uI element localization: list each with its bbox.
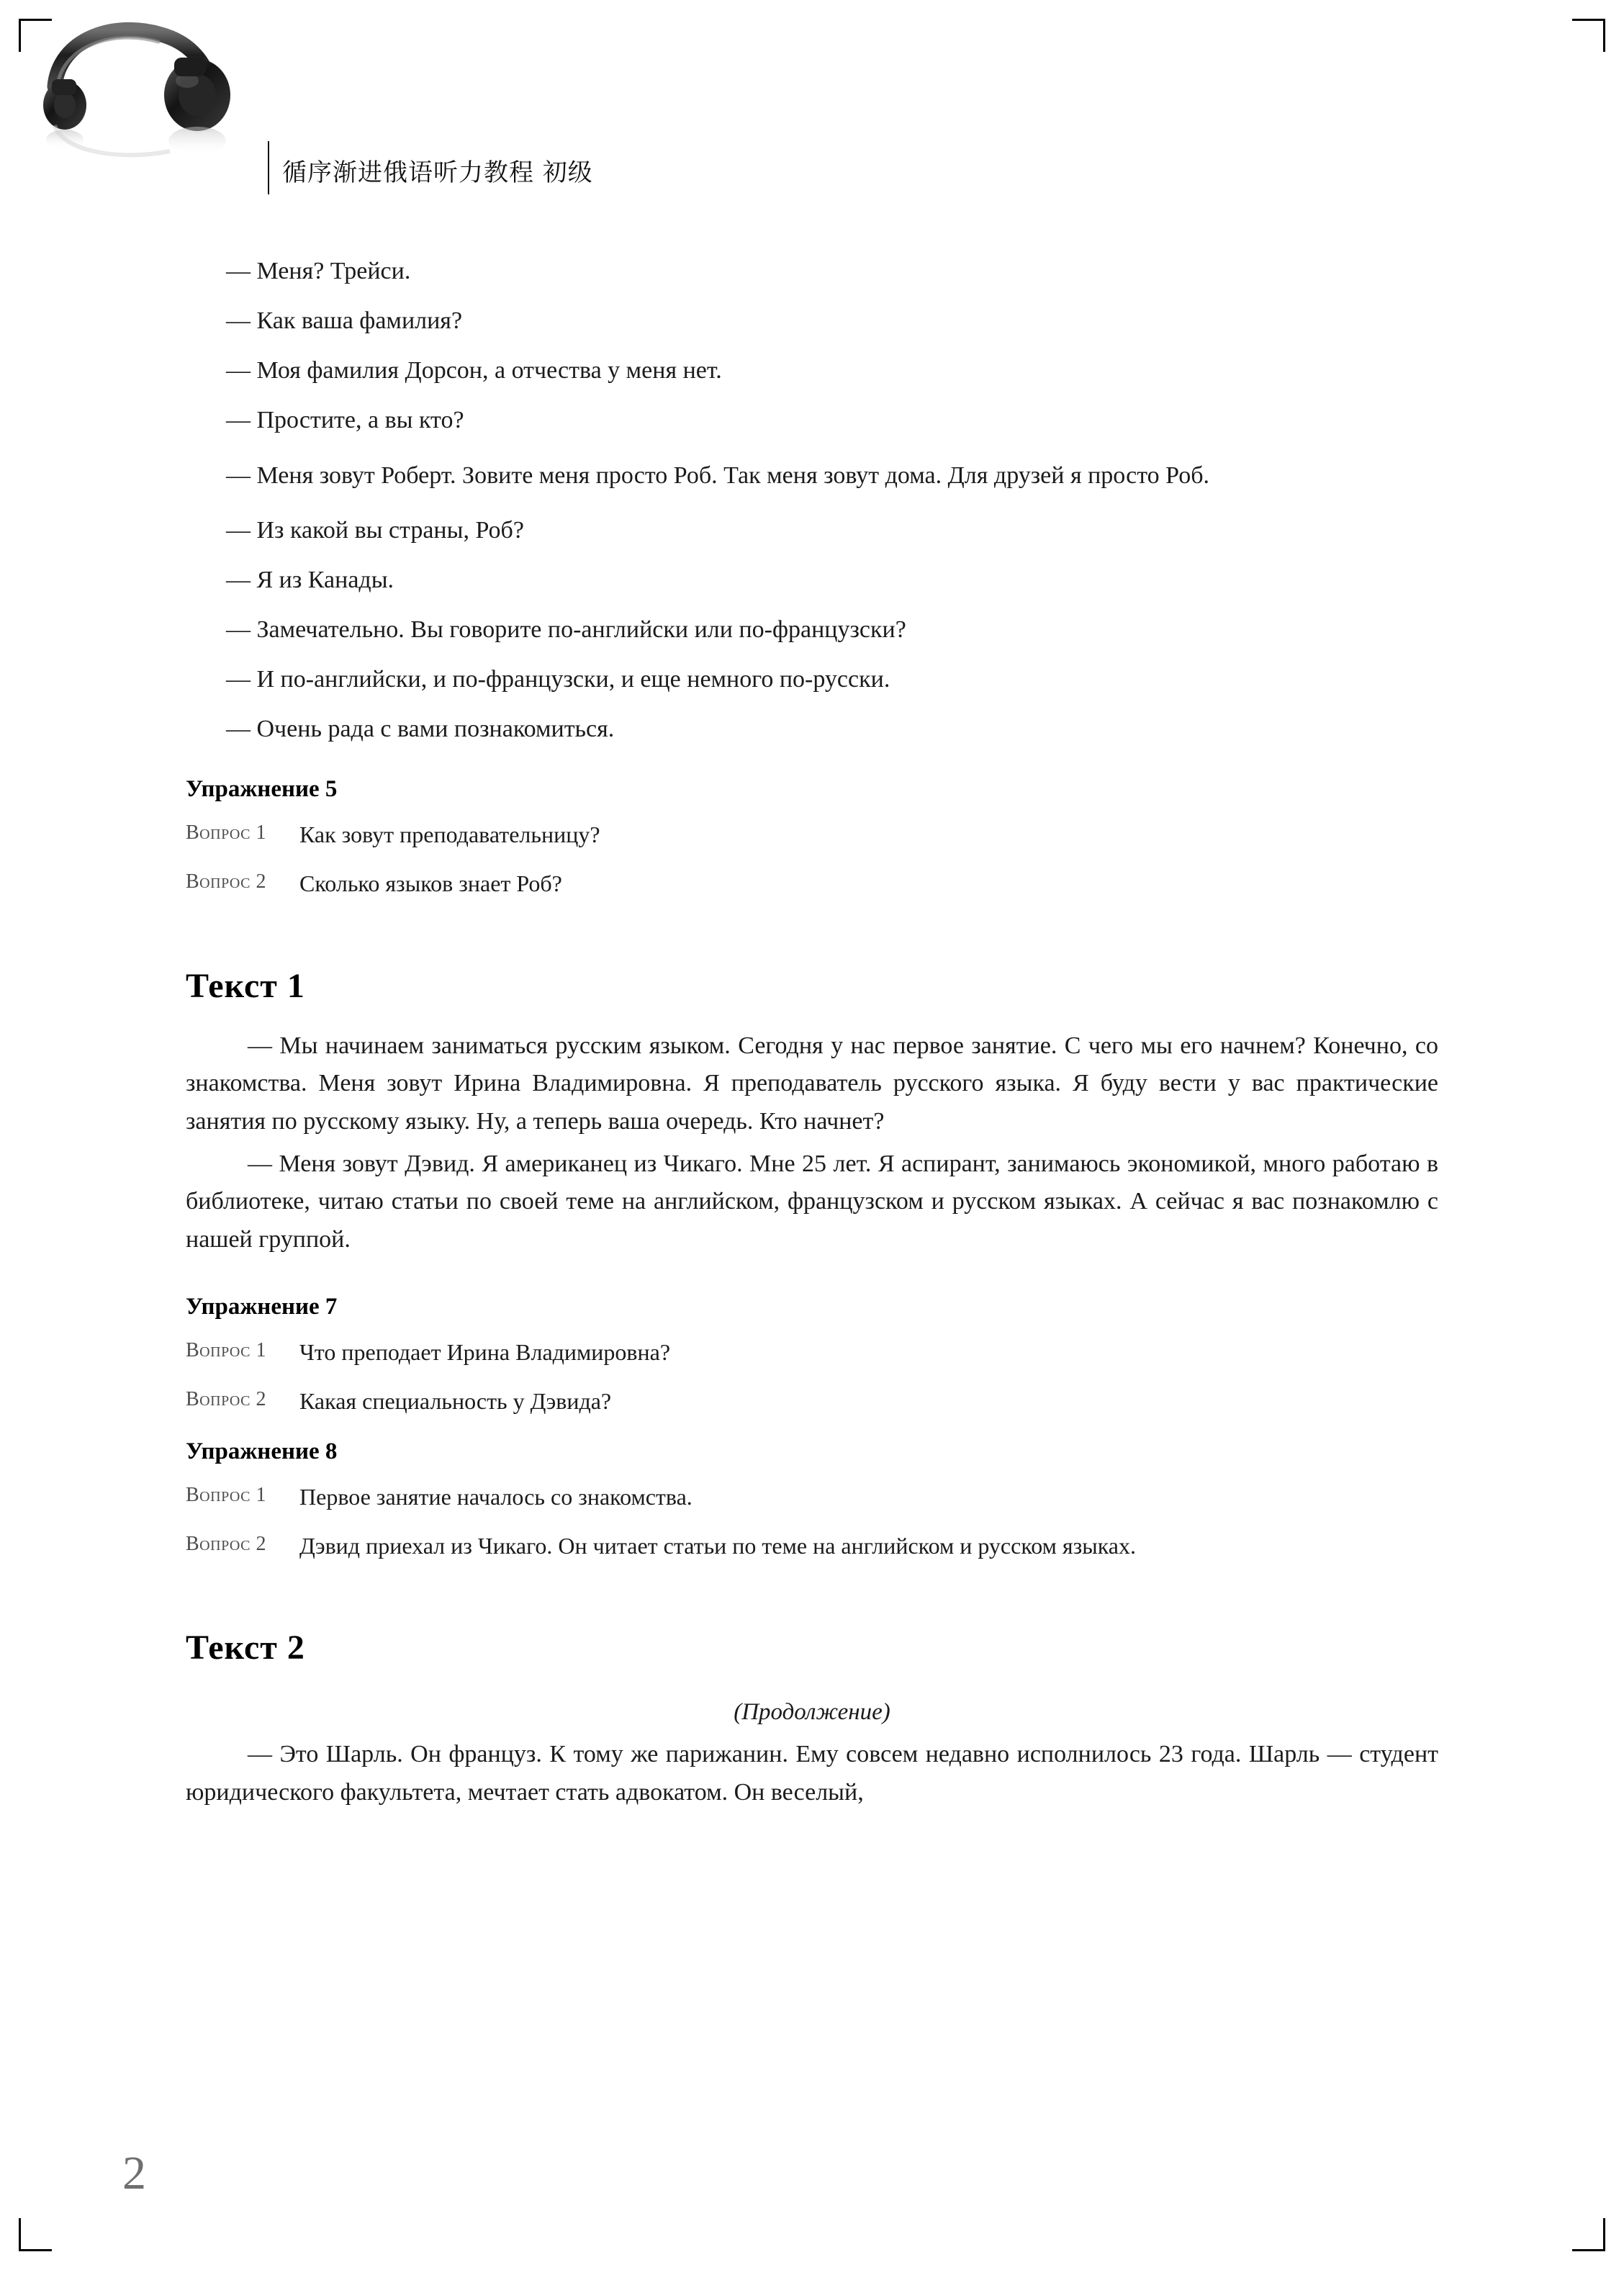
dialog-list	[186, 259, 1438, 742]
question-row	[186, 1530, 1438, 1562]
question-label: Вопрос 2	[186, 1387, 266, 1410]
question-row	[186, 819, 1438, 850]
crop-mark-bottom-left	[19, 2249, 52, 2251]
question-text: Первое занятие началось со знакомства.	[299, 1484, 693, 1510]
dialog-line: — Как ваша фамилия?	[226, 307, 463, 334]
question-row	[186, 1336, 1438, 1368]
question-text: Дэвид приехал из Чикаго. Он читает статьи по теме на английском и русском языках.	[299, 1533, 1136, 1559]
dialog-line: — И по-английски, и по-французски, и еще немного по-русски.	[226, 666, 890, 693]
page-header	[0, 0, 1624, 216]
header-divider	[268, 141, 269, 194]
dialog-line: — Из какой вы страны, Роб?	[226, 517, 524, 544]
dialog-line: — Очень рада с вами познакомиться.	[226, 716, 615, 743]
crop-mark-bottom-right	[1603, 2218, 1605, 2251]
page-content	[186, 259, 1438, 1816]
dialog-line: — Простите, а вы кто?	[226, 407, 464, 433]
question-label: Вопрос 1	[186, 1338, 266, 1361]
question-text: Как зовут преподавательницу?	[299, 821, 600, 848]
exercise-5-heading: Упражнение 5	[186, 776, 338, 803]
header-title: 循序渐进俄语听力教程 初级	[282, 158, 593, 187]
text-2-continuation: (Продолжение)	[734, 1699, 890, 1726]
dialog-line: — Моя фамилия Дорсон, а отчества у меня нет.	[226, 357, 722, 384]
text-1-paragraph: — Мы начинаем заниматься русским языком. Сегодня у нас первое занятие. С чего мы его начнем? Конечно, со знакомства. Меня зовут Ирина Владимировна. Я преподаватель русского языка. Я буду вести у вас практические занятия по русскому языку. Ну, а теперь ваша очередь. Кто начнет?	[186, 1032, 1438, 1135]
text-2-heading: Текст 2	[186, 1629, 305, 1667]
dialog-line: — Меня зовут Роберт. Зовите меня просто Роб. Так меня зовут дома. Для друзей я просто Роб.	[226, 462, 1210, 489]
dialog-line: — Меня? Трейси.	[226, 258, 411, 284]
headphones-icon	[33, 17, 271, 176]
question-text: Какая специальность у Дэвида?	[299, 1387, 612, 1414]
question-label: Вопрос 1	[186, 1484, 266, 1507]
dialog-line: — Я из Канады.	[226, 567, 394, 594]
text-1-paragraph: — Меня зовут Дэвид. Я американец из Чикаго. Мне 25 лет. Я аспирант, занимаюсь экономикой, много работаю в библиотеке, читаю статьи по своей теме на английском, французском и русском языках. А сейчас я вас познакомлю с нашей группой.	[186, 1150, 1438, 1253]
crop-mark-bottom-left	[19, 2218, 21, 2251]
text-1-heading: Текст 1	[186, 966, 305, 1005]
question-label: Вопрос 1	[186, 821, 266, 845]
question-row	[186, 868, 1438, 899]
question-text: Что преподает Ирина Владимировна?	[299, 1338, 671, 1365]
question-label: Вопрос 2	[186, 870, 266, 893]
exercise-8-heading: Упражнение 8	[186, 1438, 338, 1465]
text-2-paragraph: — Это Шарль. Он француз. К тому же парижанин. Ему совсем недавно исполнилось 23 года. Шарль — студент юридического факультета, мечтает стать адвокатом. Он веселый,	[186, 1741, 1438, 1806]
page-number: 2	[122, 2147, 146, 2199]
exercise-7-heading: Упражнение 7	[186, 1293, 338, 1320]
question-row	[186, 1481, 1438, 1513]
crop-mark-bottom-right	[1572, 2249, 1605, 2251]
question-row	[186, 1385, 1438, 1417]
question-text: Сколько языков знает Роб?	[299, 870, 562, 897]
question-label: Вопрос 2	[186, 1533, 266, 1556]
dialog-line: — Замечательно. Вы говорите по-английски или по-французски?	[226, 616, 906, 644]
